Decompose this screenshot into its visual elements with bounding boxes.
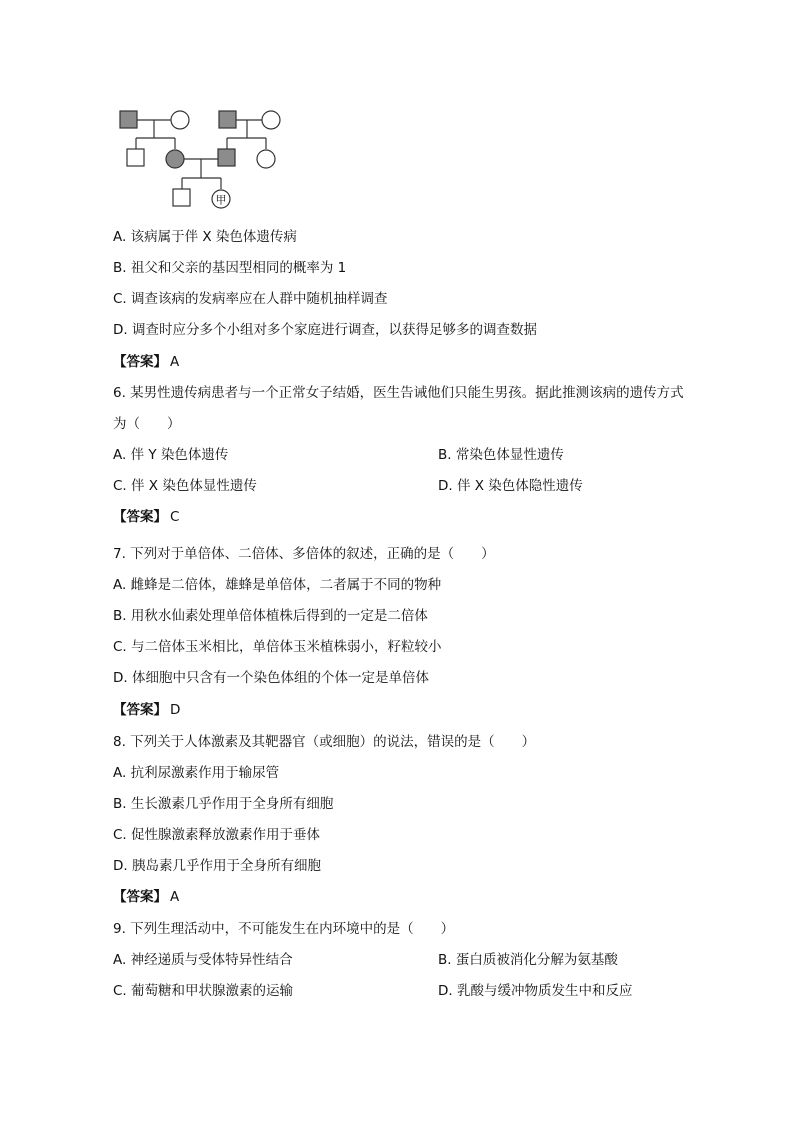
q6-option-b: B. 常染色体显性遗传 [438,447,564,463]
answer-label: 【答案】 [113,702,167,718]
q5-option-d: D. 调查时应分多个小组对多个家庭进行调查，以获得足够多的调查数据 [113,322,537,338]
q9-option-b: B. 蛋白质被消化分解为氨基酸 [438,952,618,968]
q5-option-c: C. 调查该病的发病率应在人群中随机抽样调查 [113,291,388,307]
q7-option-d: D. 体细胞中只含有一个染色体组的个体一定是单倍体 [113,670,429,686]
grandfather-affected-male [120,111,137,128]
q9-option-c: C. 葡萄糖和甲状腺激素的运输 [113,983,294,999]
uncle-normal-male [127,149,144,166]
q7-option-a: A. 雌蜂是二倍体，雄蜂是单倍体，二者属于不同的物种 [113,577,442,593]
q6-option-a: A. 伴 Y 染色体遗传 [113,447,229,463]
answer-label: 【答案】 [113,889,167,905]
father-affected-male [218,149,235,166]
answer-label: 【答案】 [113,354,167,370]
q7-answer [113,701,180,719]
answer-value: A [170,889,180,905]
answer-value: C [170,509,180,525]
answer-value: A [170,354,180,370]
q5-option-b: B. 祖父和父亲的基因型相同的概率为 1 [113,260,347,276]
child-normal-male [173,189,190,206]
q7-stem: 7. 下列对于单倍体、二倍体、多倍体的叙述，正确的是（ ） [113,546,495,562]
proband-label: 甲 [215,193,227,207]
aunt-normal-female [257,150,275,168]
answer-label: 【答案】 [113,509,167,525]
mother-affected-female [166,150,184,168]
q9-option-a: A. 神经递质与受体特异性结合 [113,952,293,968]
maternal-grandfather-affected-male [219,111,236,128]
q9-stem: 9. 下列生理活动中，不可能发生在内环境中的是（ ） [113,921,455,937]
q9-option-d: D. 乳酸与缓冲物质发生中和反应 [438,983,633,999]
q8-option-b: B. 生长激素几乎作用于全身所有细胞 [113,796,334,812]
q8-option-c: C. 促性腺激素释放激素作用于垂体 [113,827,321,843]
q8-option-a: A. 抗利尿激素作用于输尿管 [113,765,280,781]
q8-answer [113,888,179,906]
q6-stem-line2: 为（ ） [113,416,181,432]
q6-option-c: C. 伴 X 染色体显性遗传 [113,478,257,494]
q5-answer [113,353,179,371]
maternal-grandmother-normal-female [262,111,280,129]
q7-option-c: C. 与二倍体玉米相比，单倍体玉米植株弱小，籽粒较小 [113,639,442,655]
q6-option-d: D. 伴 X 染色体隐性遗传 [438,478,583,494]
q7-option-b: B. 用秋水仙素处理单倍体植株后得到的一定是二倍体 [113,608,428,624]
q8-stem: 8. 下列关于人体激素及其靶器官（或细胞）的说法，错误的是（ ） [113,734,536,750]
q5-option-a: A. 该病属于伴 X 染色体遗传病 [113,229,297,245]
answer-value: D [170,702,181,718]
q6-answer [113,508,179,526]
q8-option-d: D. 胰岛素几乎作用于全身所有细胞 [113,858,321,874]
q6-stem-line1: 6. 某男性遗传病患者与一个正常女子结婚，医生告诫他们只能生男孩。据此推测该病的遗传方式 [113,385,684,401]
grandmother-normal-female [171,111,189,129]
pedigree-diagram [110,104,300,212]
